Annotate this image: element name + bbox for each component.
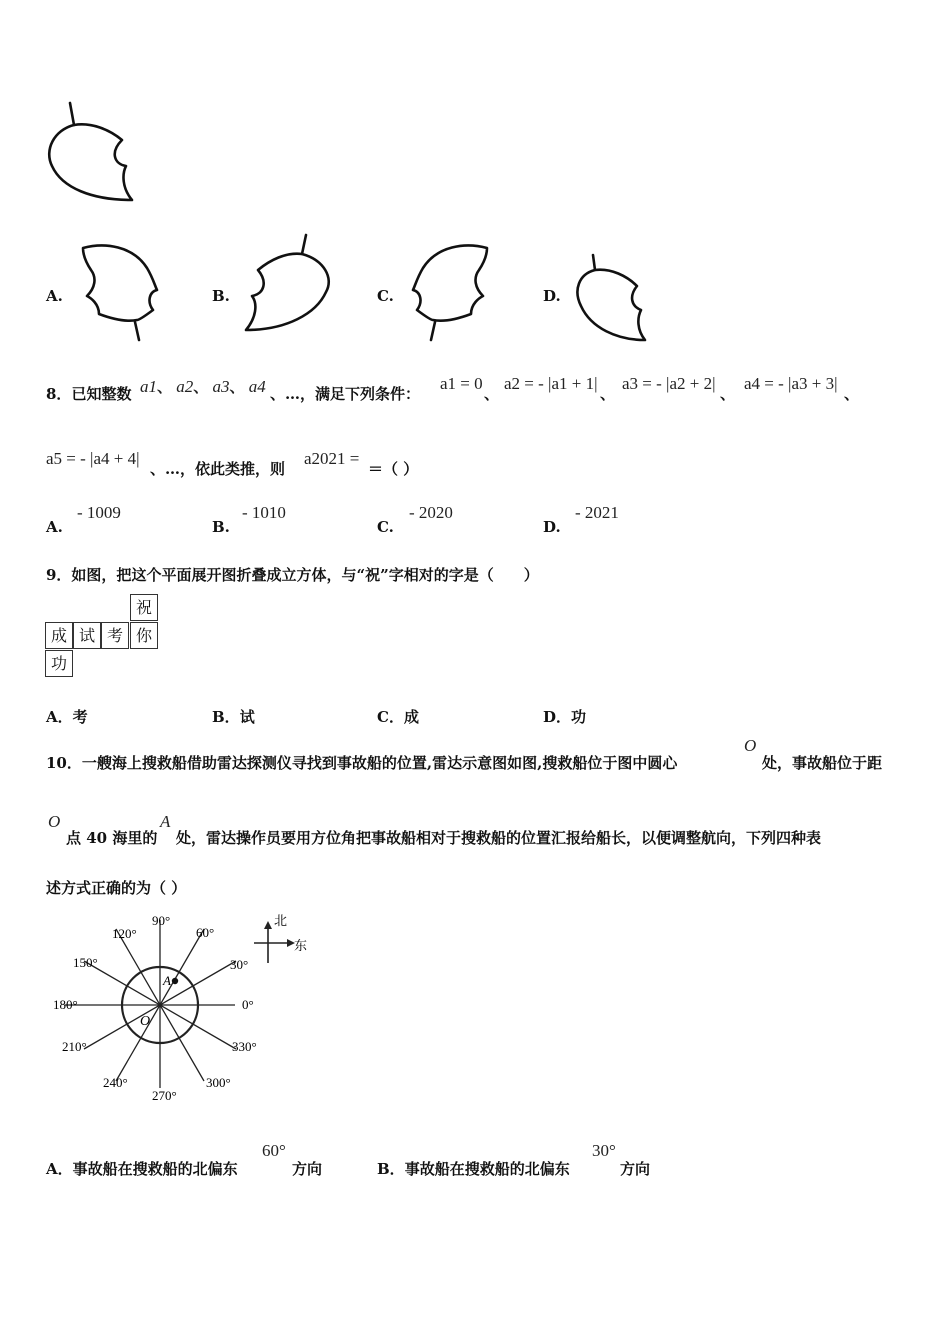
q10-option-a[interactable]: A．事故船在搜救船的北偏东 [46,1160,238,1178]
q9-stem: 9．如图，把这个平面展开图折叠成立方体，与“祝”字相对的字是（ ） [46,566,539,584]
q10-option-b-deg: 30° [592,1141,616,1160]
q10-line2-a: 点 40 海里的 [66,829,158,847]
q8-cond-2: a2 = - |a1 + 1| [504,374,598,393]
net-cell-bottom: 功 [45,650,73,677]
q8-cond-5: a5 = - |a4 + 4| [46,449,140,468]
angle-210: 210° [62,1039,87,1054]
angle-270: 270° [152,1088,177,1103]
q10-option-a-tail: 方向 [292,1160,323,1178]
q8-seq-1: a1 [140,377,157,396]
net-cell-2: 试 [73,622,101,649]
angle-150: 150° [73,955,98,970]
q8-blank: ＝（ ） [368,460,419,478]
compass-icon [254,913,307,963]
q9-option-c[interactable]: C．成 [377,708,419,726]
net-cell-3: 考 [101,622,129,649]
q10-option-b-tail: 方向 [620,1160,651,1178]
leaf-option-a [75,240,165,345]
compass-east: 东 [294,938,308,953]
angle-240: 240° [103,1075,128,1090]
angle-60: 60° [196,925,215,940]
q7-option-c-label[interactable]: C. [377,287,394,305]
q9-option-b[interactable]: B．试 [212,708,255,726]
q10-var-a: A [160,812,171,831]
q10-option-a-deg: 60° [262,1141,286,1160]
q8-cond-4: a4 = - |a3 + 3| [744,374,838,393]
angle-30: 30° [230,957,249,972]
net-cell-4: 你 [130,622,158,649]
q10-line2-b: 处，雷达操作员要用方位角把事故船相对于搜救船的位置汇报给船长，以便调整航向，下列四种表 [176,829,822,847]
q8-option-b-value: - 1010 [242,503,286,522]
q8-option-a-label[interactable]: A. [46,518,63,536]
angle-120: 120° [112,926,137,941]
leaf-option-c [405,240,495,345]
q8-intro: 已知整数 [71,385,132,403]
q8-seq-2: a2 [176,377,194,396]
q10-line1: 10．一艘海上搜救船借助雷达探测仪寻找到事故船的位置,雷达示意图如图,搜救船位于图中圆心 [46,754,678,772]
q10-option-b[interactable]: B．事故船在搜救船的北偏东 [377,1160,570,1178]
q8-option-c-label[interactable]: C. [377,518,394,536]
q8-option-d-label[interactable]: D. [543,518,561,536]
q8-target: a2021 = [304,449,360,468]
q10-var-o: O [744,736,757,755]
q8-seq-4: a4 [248,377,266,396]
leaf-option-b [238,232,338,342]
q8-option-d-value: - 2021 [575,503,619,522]
leaf-option-d [565,252,655,347]
net-cell-top: 祝 [130,594,158,621]
q10-line1-end: 处，事故船位于距 [762,754,883,772]
q9-option-d[interactable]: D．功 [543,708,587,726]
angle-330: 330° [232,1039,257,1054]
net-cell-1: 成 [45,622,73,649]
q8-cond-3: a3 = - |a2 + 2| [622,374,716,393]
point-a-marker [172,978,178,984]
angle-300: 300° [206,1075,231,1090]
q7-option-b-label[interactable]: B. [212,287,230,305]
angle-90: 90° [152,913,171,928]
compass-north: 北 [274,913,288,928]
q8-tail: 、…，依此类推，则 [150,460,286,478]
q7-option-a-label[interactable]: A. [46,287,63,305]
q10-var-o-2: O [48,812,61,831]
leaf-figure-original [40,100,150,210]
point-o-label: O [140,1014,151,1029]
q8-seq-3: a3 [212,377,230,396]
q8-condition-intro: 、…，满足下列条件： [270,385,421,403]
q9-option-a[interactable]: A．考 [46,708,88,726]
angle-0: 0° [242,997,254,1012]
q8-number: 8． [46,385,72,403]
point-a-label: A [163,973,171,988]
q8-stem [46,383,131,404]
q10-line3: 述方式正确的为（ ） [46,879,187,897]
q8-cond-1: a1 = 0 [440,374,483,393]
q8-option-c-value: - 2020 [409,503,453,522]
q8-sequence: a1、 a2、 a3、 a4 [140,377,266,396]
q8-option-b-label[interactable]: B. [212,518,230,536]
angle-180: 180° [53,997,78,1012]
q7-option-d-label[interactable]: D. [543,287,561,305]
q8-option-a-value: - 1009 [77,503,121,522]
radar-diagram [40,905,320,1110]
